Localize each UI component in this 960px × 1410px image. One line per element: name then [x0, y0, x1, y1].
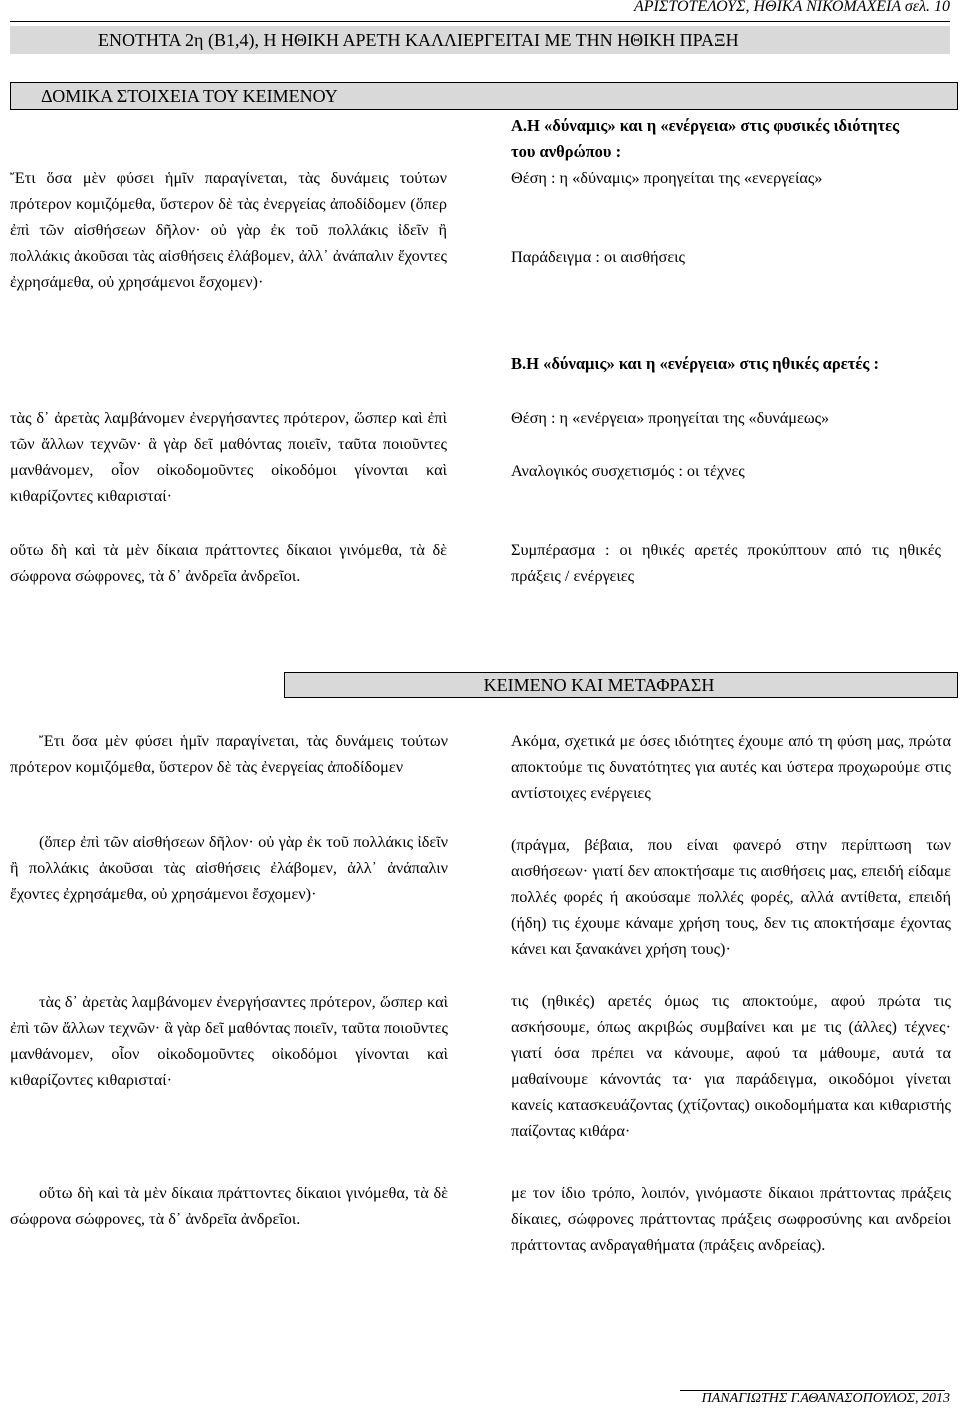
ancient-text-paragraph-1: Ἔτι ὅσα μὲν φύσει ἡμῖν παραγίνεται, τὰς δυνάμεις τούτων πρότερον κομιζόμεθα, ὕστερον δὲ τὰς ἐνεργείας ἀποδίδομεν — [10, 731, 448, 776]
section-a-thesis: Θέση : η «δύναμις» προηγείται της «ενεργείας» — [511, 168, 823, 187]
translation-paragraph-4: με τον ίδιο τρόπο, λοιπόν, γινόμαστε δίκαιοι πράττοντας πράξεις δίκαιες, σώφρονες πράττοντας πράξεις σωφροσύνης και ανδρείοι πράττοντας ανδραγαθήματα (πράξεις ανδρείας). — [511, 1183, 951, 1254]
structure-greek-paragraph-1: Ἔτι ὅσα μὲν φύσει ἡμῖν παραγίνεται, τὰς δυνάμεις τούτων πρότερον κομιζόμεθα, ὕστερον δὲ τὰς ἐνεργείας ἀποδίδομεν (ὅπερ ἐπὶ τῶν αἰσθήσεων δῆλον· οὐ γὰρ ἐκ τοῦ πολλάκις ἰδεῖν ἢ πολλάκις ἀκοῦσαι τὰς αἰσθήσεις ἐλάβομεν, ἀλλ᾽ ἀνάπαλιν ἔχοντες ἐχρησάμεθα, οὐ χρησάμενοι ἔσχομεν)· — [10, 168, 447, 291]
section-b-heading: Β.Η «δύναμις» και η «ενέργεια» στις ηθικές αρετές : — [511, 354, 880, 373]
section-a-heading: Α.Η «δύναμις» και η «ενέργεια» στις φυσικές ιδιότητες του ανθρώπου : — [511, 116, 900, 161]
section-b-conclusion: Συμπέρασμα : οι ηθικές αρετές προκύπτουν από τις ηθικές πράξεις / ενέργειες — [511, 540, 941, 585]
ancient-text-paragraph-3: τὰς δ᾽ ἀρετὰς λαμβάνομεν ἐνεργήσαντες πρότερον, ὥσπερ καὶ ἐπὶ τῶν ἄλλων τεχνῶν· ἃ γὰρ δεῖ μαθόντας ποιεῖν, ταῦτα ποιοῦντες μανθάνομεν, οἷον οἰκοδομοῦντες οἰκοδόμοι γίνονται καὶ κιθαρίζοντες κιθαρισταί· — [10, 992, 448, 1089]
ancient-text-paragraph-4: οὕτω δὴ καὶ τὰ μὲν δίκαια πράττοντες δίκαιοι γινόμεθα, τὰ δὲ σώφρονα σώφρονες, τὰ δ᾽ ἀνδρεῖα ἀνδρεῖοι. — [10, 1183, 448, 1228]
structure-greek-paragraph-3: οὕτω δὴ καὶ τὰ μὲν δίκαια πράττοντες δίκαιοι γινόμεθα, τὰ δὲ σώφρονα σώφρονες, τὰ δ᾽ ἀνδρεῖα ἀνδρεῖοι. — [10, 540, 447, 585]
translation-paragraph-2: (πράγμα, βέβαια, που είναι φανερό στην περίπτωση των αισθήσεων· γιατί δεν αποκτήσαμε τις αισθήσεις μας, επειδή είδαμε πολλές φορές ή ακούσαμε πολλές φορές, αλλά αντίθετα, επειδή (ήδη) τις έχουμε κάναμε χρήση τους, δεν τις αποκτήσαμε έχοντας κάνει και ξανακάνει χρήση τους)· — [511, 835, 951, 958]
translation-paragraph-1: Ακόμα, σχετικά με όσες ιδιότητες έχουμε από τη φύση μας, πρώτα αποκτούμε τις δυνατότητες για αυτές και ύστερα προχωρούμε στις αντίστοιχες ενέργειες — [511, 731, 951, 802]
structure-section-title: ΔΟΜΙΚΑ ΣΤΟΙΧΕΙΑ ΤΟΥ ΚΕΙΜΕΝΟΥ — [10, 82, 958, 110]
text-translation-title: ΚΕΙΜΕΝΟ ΚΑΙ ΜΕΤΑΦΡΑΣΗ — [284, 672, 958, 698]
translation-paragraph-3: τις (ηθικές) αρετές όμως τις αποκτούμε, αφού πρώτα τις ασκήσουμε, όπως ακριβώς συμβαίνει και με τις (άλλες) τέχνες· γιατί όσα πρέπει να κάνουμε, αφού τα μάθουμε, αυτά τα μαθαίνουμε κάνοντάς τα· για παράδειγμα, οικοδόμοι γίνεται κανείς κατασκευάζοντας (χτίζοντας) οικοδομήματα και κιθαριστής παίζοντας κιθάρα· — [511, 991, 951, 1140]
header-rule — [10, 21, 950, 22]
section-b-thesis: Θέση : η «ενέργεια» προηγείται της «δυνάμεως» — [511, 408, 830, 427]
section-a-example: Παράδειγμα : οι αισθήσεις — [511, 247, 685, 266]
structure-greek-paragraph-2: τὰς δ᾽ ἀρετὰς λαμβάνομεν ἐνεργήσαντες πρότερον, ὥσπερ καὶ ἐπὶ τῶν ἄλλων τεχνῶν· ἃ γὰρ δεῖ μαθόντας ποιεῖν, ταῦτα ποιοῦντες μανθάνομεν, οἷον οἰκοδομοῦντες οἰκοδόμοι γίνονται καὶ κιθαρίζοντες κιθαρισταί· — [10, 408, 447, 505]
section-b-analogy: Αναλογικός συσχετισμός : οι τέχνες — [511, 461, 745, 480]
running-header: ΑΡΙΣΤΟΤΕΛΟΥΣ, ΗΘΙΚΑ ΝΙΚΟΜΑΧΕΙΑ σελ. 10 — [633, 0, 950, 15]
ancient-text-paragraph-2: (ὅπερ ἐπὶ τῶν αἰσθήσεων δῆλον· οὐ γὰρ ἐκ τοῦ πολλάκις ἰδεῖν ἢ πολλάκις ἀκοῦσαι τὰς αἰσθήσεις ἐλάβομεν, ἀλλ᾽ ἀνάπαλιν ἔχοντες ἐχρησάμεθα, οὐ χρησάμενοι ἔσχομεν)· — [10, 832, 448, 903]
unit-title: ΕΝΟΤΗΤΑ 2η (Β1,4), Η ΗΘΙΚΗ ΑΡΕΤΗ ΚΑΛΛΙΕΡΓΕΙΤΑΙ ΜΕ ΤΗΝ ΗΘΙΚΗ ΠΡΑΞΗ — [10, 26, 950, 54]
footer-author: ΠΑΝΑΓΙΩΤΗΣ Γ.ΑΘΑΝΑΣΟΠΟΥΛΟΣ, 2013 — [701, 1391, 950, 1406]
